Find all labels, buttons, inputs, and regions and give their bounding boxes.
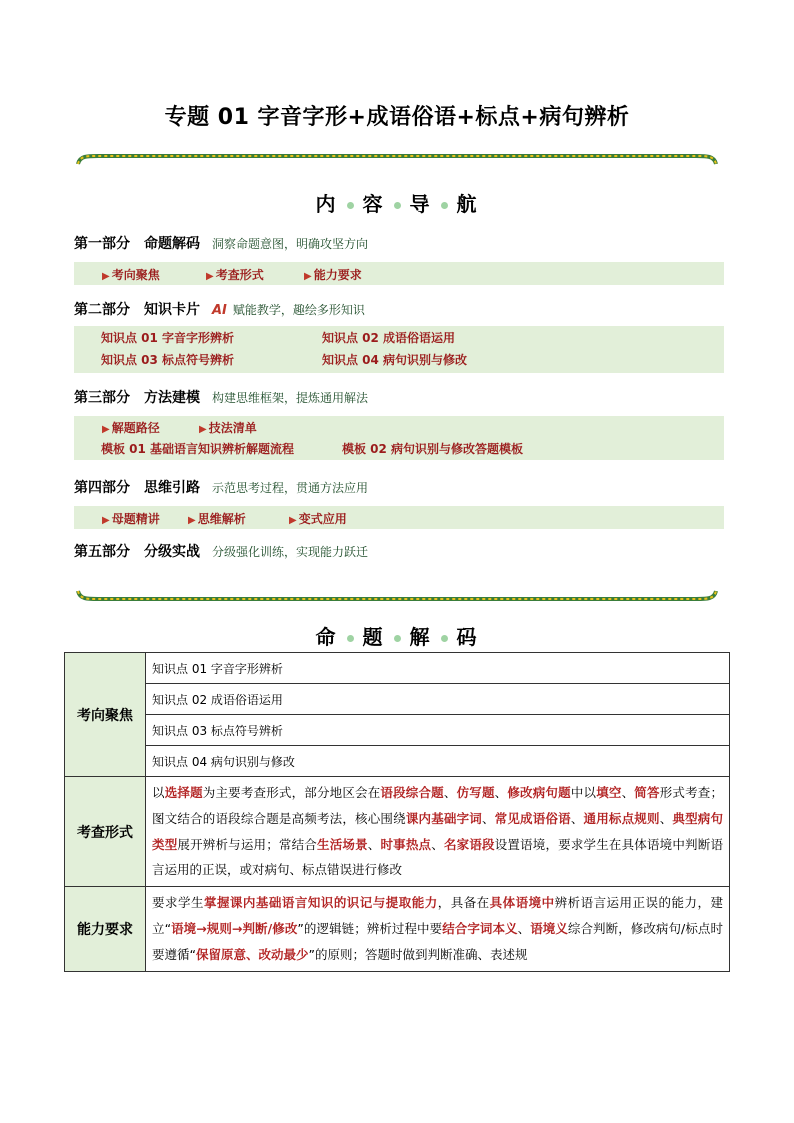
triangle-right-icon: ▶ [199,424,207,435]
triangle-right-icon: ▶ [102,424,110,435]
nav-link[interactable]: ▶ 技法清单 [199,421,257,435]
body-text: 中以 [570,785,597,800]
part-desc: 洞察命题意图，明确攻坚方向 [212,237,369,251]
part-4 [74,477,368,497]
highlight-text: 常见成语俗语 [494,810,571,826]
page-title: 专题 01 字音字形+成语俗语+标点+病句辨析 [164,105,630,130]
part-desc: 赋能教学，趣绘多形知识 [232,303,365,317]
body-text: 以 [152,785,165,800]
form-text [152,777,723,886]
triangle-right-icon: ▶ [304,271,312,282]
part-3 [74,387,368,407]
part-number: 第一部分 [74,236,130,252]
body-text: ”的逻辑链；辨析过程中要 [297,920,443,936]
part-number: 第三部分 [74,390,130,406]
nav-link[interactable]: ▶ 考查形式 [206,268,264,282]
body-text: 辨析语言运用正误的能力，建立“ [152,895,723,936]
body-text: ”的原则；答题时做到判断准确、表述规 [308,946,528,962]
highlight-text: 时事热点 [380,836,432,852]
part-3-band [74,416,724,460]
ai-badge: AI [212,303,227,318]
highlight-text: 生活场景 [317,836,368,852]
nav-link[interactable]: ▶ 变式应用 [289,512,347,526]
part-name: 命题解码 [144,236,200,252]
nav-link[interactable]: 知识点 02 成语俗语运用 [322,331,456,345]
body-text: 、 [517,920,531,936]
highlight-text: 简答 [634,785,660,800]
part-number: 第五部分 [74,544,130,560]
highlight-text: 课内基础字词 [405,810,482,826]
part-2 [74,299,365,319]
body-text: 展开辨析与运用；常结合 [177,836,317,852]
focus-item: 知识点 04 病句识别与修改 [146,746,730,777]
triangle-right-icon: ▶ [289,515,297,526]
part-5 [74,541,368,561]
body-text: 、 [659,810,673,826]
decode-heading [0,621,794,650]
nav-link[interactable]: 知识点 01 字音字形辨析 [101,331,235,345]
part-name: 分级实战 [144,544,200,560]
body-text: 、 [481,810,495,826]
highlight-text: 填空 [596,785,622,800]
nav-link[interactable]: ▶ 能力要求 [304,268,362,282]
body-text: 、 [494,785,508,800]
body-text: 、 [443,785,457,800]
nav-link[interactable]: 知识点 03 标点符号辨析 [101,353,235,367]
part-number: 第二部分 [74,302,130,318]
table-row [65,887,730,971]
highlight-text: 语段综合题 [380,785,444,800]
part-name: 方法建模 [144,390,200,406]
highlight-text: 保留原意、改动最少 [195,946,309,962]
nav-link[interactable]: 模板 02 病句识别与修改答题模板 [342,442,524,456]
bottom-divider [74,589,720,603]
nav-link[interactable]: 模板 01 基础语言知识辨析解题流程 [101,442,295,456]
body-text: 设置语境，要求学生在具体语境中判断语言运用的正误，或对病句、标点错误进行修改 [152,836,723,878]
decode-heading-char: 解 [409,625,432,649]
highlight-text: 通用标点规则 [583,810,660,826]
part-2-band [74,326,724,373]
decode-heading-char: 命 [315,625,338,649]
part-name: 思维引路 [144,480,200,496]
body-text: 、 [367,836,381,852]
nav-link[interactable]: ▶ 解题路径 [102,421,160,435]
nav-link[interactable]: ▶ 思维解析 [188,512,246,526]
nav-link[interactable]: 知识点 04 病句识别与修改 [322,353,468,367]
focus-item: 知识点 02 成语俗语运用 [146,684,730,715]
form-label: 考查形式 [65,777,146,887]
body-text: 为主要考查形式，部分地区会在 [202,785,381,800]
focus-item: 知识点 01 字音字形辨析 [146,653,730,684]
decode-heading-char: 题 [362,625,385,649]
highlight-text: 具体语境中 [489,895,555,911]
highlight-text: 典型病句类型 [152,810,723,852]
highlight-text: 名家语段 [443,836,495,852]
triangle-right-icon: ▶ [188,515,196,526]
body-text: 、 [431,836,444,852]
ability-label: 能力要求 [65,887,146,971]
triangle-right-icon: ▶ [206,271,214,282]
part-desc: 示范思考过程，贯通方法应用 [212,481,369,495]
nav-link[interactable]: ▶ 考向聚焦 [102,268,160,282]
part-1 [74,233,368,253]
table-row [65,777,730,887]
body-text: ，具备在 [437,895,490,911]
table-row [65,715,730,746]
nav-heading-char: 航 [456,192,479,216]
ability-text [152,887,723,970]
highlight-text: 掌握课内基础语言知识的识记与提取能力 [203,895,438,911]
highlight-text: 修改病句题 [507,785,571,800]
highlight-text: 仿写题 [456,785,495,800]
table-row [65,746,730,777]
focus-item: 知识点 03 标点符号辨析 [146,715,730,746]
highlight-text: 语境→规则→判断/修改 [171,920,298,936]
decode-heading-char: 码 [456,625,479,649]
table-row [65,653,730,684]
body-text: 要求学生 [152,895,204,911]
focus-label: 考向聚焦 [65,653,146,777]
nav-heading-char: 内 [315,192,338,216]
part-1-band [74,262,724,285]
form-cell [146,777,730,887]
ability-cell [146,887,730,971]
part-4-band [74,506,724,529]
part-desc: 分级强化训练，实现能力跃迁 [212,545,369,559]
part-desc: 构建思维框架，提炼通用解法 [212,391,369,405]
body-text: 综合判断，修改病句/标点时要遵循“ [152,920,723,962]
decode-table [64,652,730,972]
nav-link[interactable]: ▶ 母题精讲 [102,512,160,526]
body-text: 形式考查；图文结合的语段综合题是高频考法，核心围绕 [152,785,723,826]
body-text: 、 [621,785,635,800]
triangle-right-icon: ▶ [102,271,110,282]
nav-heading [0,188,794,217]
triangle-right-icon: ▶ [102,515,110,526]
part-name: 知识卡片 [144,302,200,318]
part-number: 第四部分 [74,480,130,496]
table-row [65,684,730,715]
nav-heading-char: 导 [409,192,432,216]
highlight-text: 语境义 [530,920,568,936]
nav-heading-char: 容 [362,192,385,216]
top-divider [74,152,720,166]
highlight-text: 结合字词本义 [442,920,518,936]
highlight-text: 选择题 [164,785,203,800]
body-text: 、 [570,810,584,826]
